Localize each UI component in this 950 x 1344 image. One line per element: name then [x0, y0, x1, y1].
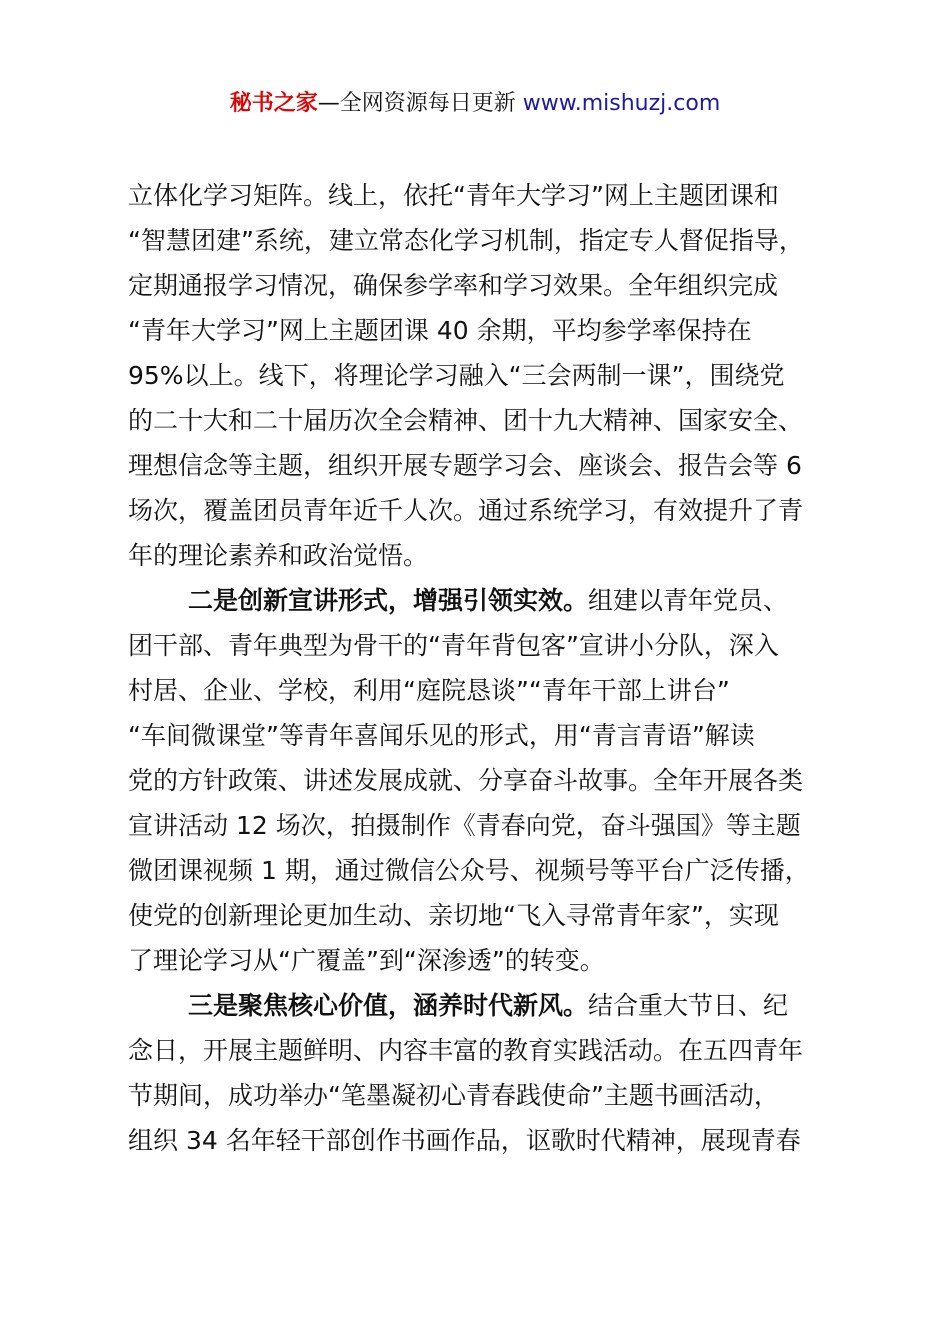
text-line: 宣讲活动 12 场次，拍摄制作《青春向党，奋斗强国》等主题	[128, 811, 801, 840]
text-line: 立体化学习矩阵。线上，依托“青年大学习”网上主题团课和	[128, 181, 779, 210]
text-line: 念日，开展主题鲜明、内容丰富的教育实践活动。在五四青年	[128, 1036, 804, 1065]
text-line: 年的理论素养和政治觉悟。	[128, 541, 429, 570]
text-line: 微团课视频 1 期，通过微信公众号、视频号等平台广泛传播，	[128, 856, 810, 885]
text-line: 村居、企业、学校，利用“庭院恳谈”“青年干部上讲台”	[128, 676, 730, 705]
paragraph-2-first-line	[128, 578, 838, 623]
brand-name: 秘书之家	[229, 91, 318, 116]
text-line: 党的方针政策、讲述发展成就、分享奋斗故事。全年开展各类	[128, 766, 804, 795]
text-line: 使党的创新理论更加生动、亲切地“飞入寻常青年家”，实现	[128, 901, 779, 930]
watermark-header	[0, 88, 950, 120]
text-line: 团干部、青年典型为骨干的“青年背包客”宣讲小分队，深入	[128, 631, 779, 660]
text-run: 结合重大节日、纪	[588, 991, 789, 1020]
text-line: 了理论学习从“广覆盖”到“深渗透”的转变。	[128, 946, 605, 975]
text-line: 组织 34 名年轻干部创作书画作品，讴歌时代精神，展现青春	[128, 1126, 801, 1155]
header-slogan: —全网资源每日更新	[317, 91, 523, 116]
text-line: “青年大学习”网上主题团课 40 余期，平均参学率保持在	[128, 316, 752, 345]
paragraph-3-heading: 三是聚焦核心价值，涵养时代新风。	[188, 991, 589, 1020]
paragraph-2-heading: 二是创新宣讲形式，增强引领实效。	[188, 586, 589, 615]
website-link[interactable]: www.mishuzj.com	[522, 91, 721, 116]
text-line: 理想信念等主题，组织开展专题学习会、座谈会、报告会等 6	[128, 451, 802, 480]
document-body	[128, 173, 838, 1163]
text-line: “车间微课堂”等青年喜闻乐见的形式，用“青言青语”解读	[128, 721, 755, 750]
text-line: 节期间，成功举办“笔墨凝初心青春践使命”主题书画活动，	[128, 1081, 779, 1110]
text-line: 定期通报学习情况，确保参学率和学习效果。全年组织完成	[128, 271, 779, 300]
text-line: “智慧团建”系统，建立常态化学习机制，指定专人督促指导，	[128, 226, 804, 255]
text-line: 场次，覆盖团员青年近千人次。通过系统学习，有效提升了青	[128, 496, 804, 525]
text-line: 95%以上。线下，将理论学习融入“三会两制一课”，围绕党	[128, 361, 785, 390]
paragraph-3-first-line	[128, 983, 838, 1028]
text-line: 的二十大和二十届历次全会精神、团十九大精神、国家安全、	[128, 406, 804, 435]
text-run: 组建以青年党员、	[588, 586, 789, 615]
